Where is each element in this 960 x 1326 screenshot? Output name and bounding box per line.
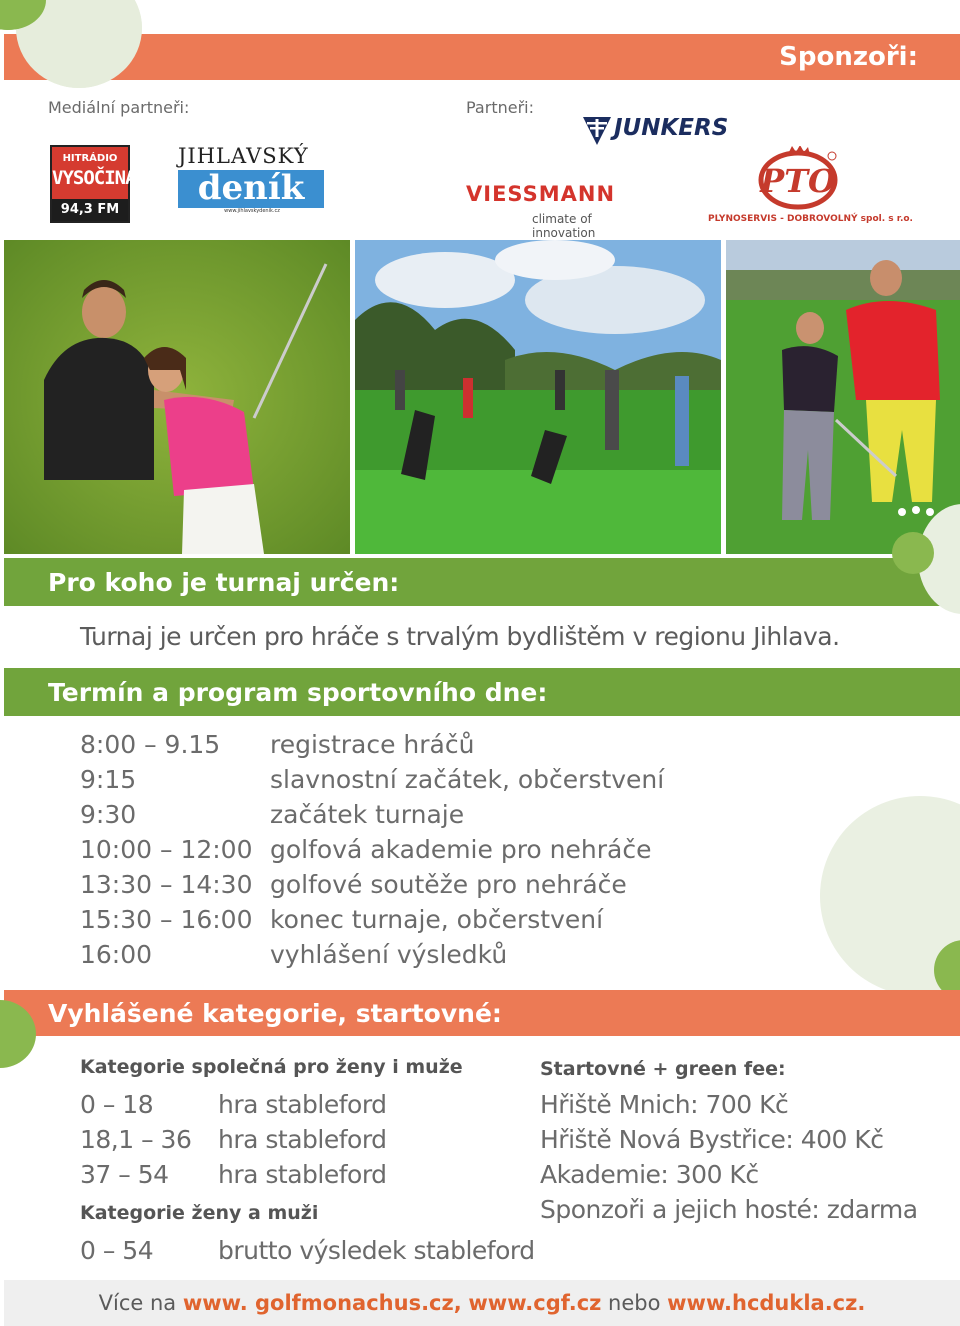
schedule-time: 9:30 — [80, 800, 137, 829]
fee-item: Hřiště Nová Bystřice: 400 Kč — [540, 1125, 884, 1154]
footer-prefix: Více na — [98, 1291, 177, 1315]
schedule-time: 8:00 – 9.15 — [80, 730, 221, 759]
denik-logo-line1: JIHLAVSKÝ — [178, 144, 309, 168]
footer-middle: nebo — [608, 1291, 661, 1315]
schedule-activity: registrace hráčů — [270, 730, 475, 759]
schedule-activity: golfová akademie pro nehráče — [270, 835, 652, 864]
denik-logo-url: www.jihlavskydenik.cz — [224, 208, 280, 214]
viessmann-logo-text: VIESSMANN — [466, 182, 616, 206]
fee-item: Sponzoři a jejich hosté: zdarma — [540, 1195, 918, 1224]
hitradio-logo-line2: VYSOČINA — [52, 167, 136, 189]
schedule-activity: začátek turnaje — [270, 800, 465, 829]
schedule-activity: konec turnaje, občerstvení — [270, 905, 604, 934]
schedule-time: 10:00 – 12:00 — [80, 835, 253, 864]
svg-text:PTO: PTO — [760, 162, 836, 200]
plynoservis-logo — [700, 146, 913, 228]
schedule-time: 9:15 — [80, 765, 137, 794]
photo-golf-instruction — [726, 240, 960, 554]
pto-logo-text: PLYNOSERVIS - DOBROVOLNÝ spol. s r.o. — [708, 214, 913, 224]
section-who-text: Turnaj je určen pro hráče s trvalým bydlištěm v regionu Jihlava. — [80, 622, 840, 651]
category-format: hra stableford — [218, 1090, 387, 1119]
category-format: hra stableford — [218, 1160, 387, 1189]
schedule-activity: golfové soutěže pro nehráče — [270, 870, 627, 899]
fee-item: Akademie: 300 Kč — [540, 1160, 759, 1189]
schedule-time: 15:30 – 16:00 — [80, 905, 253, 934]
category-heading-gender: Kategorie ženy a muži — [80, 1202, 319, 1224]
jihlavsky-denik-logo — [178, 144, 326, 218]
sponsors-title: Sponzoři: — [779, 42, 918, 72]
category-format: brutto výsledek stableford — [218, 1236, 535, 1265]
schedule-activity: slavnostní začátek, občerstvení — [270, 765, 665, 794]
footer-suffix: . — [857, 1291, 866, 1315]
category-format: hra stableford — [218, 1125, 387, 1154]
schedule-time: 13:30 – 14:30 — [80, 870, 253, 899]
hitradio-logo-frequency: 94,3 FM — [52, 199, 128, 221]
viessmann-tagline: climate of innovation — [532, 212, 596, 240]
section-categories-bar — [4, 990, 960, 1036]
photo-golf-lesson — [4, 240, 350, 554]
fee-item: Hřiště Mnich: 700 Kč — [540, 1090, 789, 1119]
fees-heading: Startovné + green fee: — [540, 1058, 786, 1080]
media-partners-label: Mediální partneři: — [48, 98, 190, 117]
sponsors-bar — [4, 34, 960, 80]
hitradio-logo-line1: HITRÁDIO — [62, 153, 118, 164]
denik-logo-line2: deník — [178, 170, 324, 208]
partners-label: Partneři: — [466, 98, 534, 117]
footer — [4, 1280, 960, 1326]
junkers-logo — [582, 115, 752, 147]
schedule-activity: vyhlášení výsledků — [270, 940, 508, 969]
section-who-title: Pro koho je turnaj určen: — [48, 568, 400, 597]
schedule-time: 16:00 — [80, 940, 153, 969]
viessmann-logo — [466, 182, 646, 240]
decor-circle-right-top-green — [892, 532, 934, 574]
category-range: 0 – 54 — [80, 1236, 154, 1265]
footer-link-cgf[interactable]: www.cgf.cz — [468, 1291, 602, 1315]
section-who-bar — [4, 558, 960, 606]
junkers-logo-text: JUNKERS — [614, 115, 729, 141]
category-range: 18,1 – 36 — [80, 1125, 192, 1154]
section-program-bar — [4, 668, 960, 716]
section-program-title: Termín a program sportovního dne: — [48, 678, 548, 707]
footer-link-golfmonachus[interactable]: www. golfmonachus.cz, — [182, 1291, 462, 1315]
pto-emblem-icon — [700, 146, 900, 212]
section-categories-title: Vyhlášené kategorie, startovné: — [48, 999, 502, 1028]
category-heading-common: Kategorie společná pro ženy i muže — [80, 1056, 463, 1078]
footer-link-hcdukla[interactable]: www.hcdukla.cz — [667, 1291, 858, 1315]
hitradio-logo — [50, 145, 136, 223]
photo-golf-course-group — [355, 240, 721, 554]
category-range: 37 – 54 — [80, 1160, 169, 1189]
junkers-emblem-icon — [582, 115, 612, 147]
category-range: 0 – 18 — [80, 1090, 154, 1119]
